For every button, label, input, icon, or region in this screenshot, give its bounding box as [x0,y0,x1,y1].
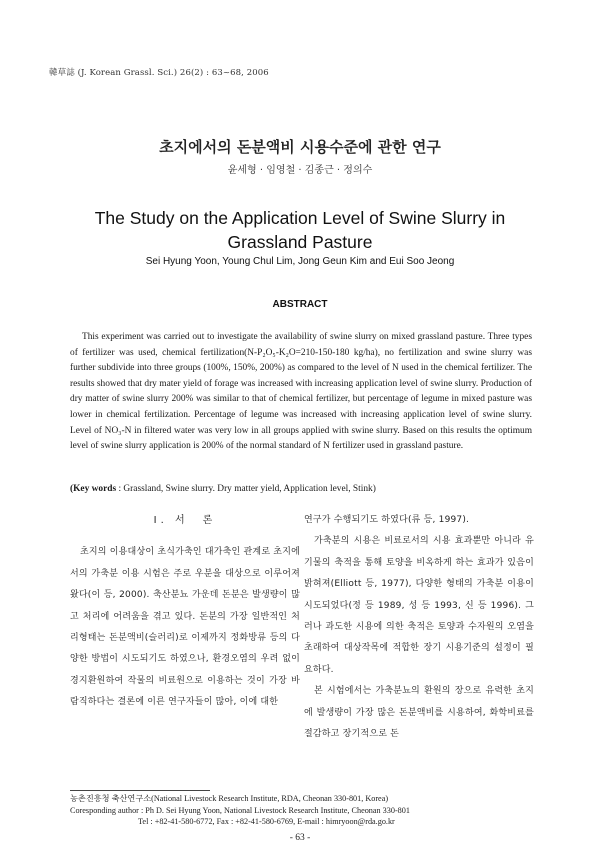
body-column-left [70,510,300,714]
intro-paragraph-right-2: 가축분의 시용은 비료로서의 시용 효과뿐만 아니라 유기물의 축적을 통해 토양을 비옥하게 하는 효과가 있음이 밝혀져(Elliott 등, 1977), 다양한 형태의 가축분 이용이 시도되었다(정 등 1989, 성 등 1993, 신 등 1996). 그러나 과도한 시용에 의한 축적은 토양과 수자원의 오염을 초래하여 대상작목에 적합한 장기 시용기준의 설정이 필요하다. [304,536,534,675]
page-number: - 63 - [289,833,311,843]
english-title-line2: Grassland Pasture [227,232,373,252]
english-authors: Sei Hyung Yoon, Young Chul Lim, Jong Geun Kim and Eui Soo Jeong [145,256,455,267]
korean-title: 초지에서의 돈분액비 시용수준에 관한 연구 [159,138,441,156]
footnote-corresponding-author: Coresponding author : Ph D. Sei Hyung Yoon, National Livestock Research Institute, Cheonan 330-801 [70,805,410,815]
intro-paragraph-right-1: 연구가 수행되기도 하였다(류 등, 1997). [304,515,470,525]
body-column-right [304,510,534,745]
abstract-heading: ABSTRACT [272,299,328,310]
footnote [70,793,540,828]
footnote-contact: Tel : +82-41-580-6772, Fax : +82-41-580-6769, E-mail : himryoon@rda.go.kr [138,817,395,827]
korean-authors: 윤세형 · 임영철 · 김종근 · 정의수 [227,165,373,176]
footnote-affiliation: 농촌진흥청 축산연구소(National Livestock Research Institute, RDA, Cheonan 330-801, Korea) [70,794,389,803]
abstract-text: This experiment was carried out to investigate the availability of swine slurry on mixed grassland pasture. Three types of fertilizer was used, chemical fertilization(N-P₂O₅-K₂O=210-150-180 kg/ha), no fertilization and swine slurry was further subdivide into three groups (100%, 150%, 200%) as compared to the level of N used in the chemical fertilizer. The results showed that dry mater yield of forage was increased with increasing application level of swine slurry. Production of dry matter of swine slurry 200% was similar to that of chemical fertilizer, but percentage of legume in mixed pasture was lower in chemical fertilization. Percentage of legume was increased with increasing application level of swine slurry. Level of NO₃-N in filtered water was very low in all groups applied with swine slurry. Based on this results the optimum level of swine slurry application is 200% of the normal standard of N fertilizer used in grassland pasture. [70,332,532,452]
intro-paragraph-right-3: 본 시험에서는 가축분뇨의 환원의 장으로 유력한 초지에 발생량이 가장 많은 돈분액비를 시용하여, 화학비료를 절감하고 장기적으로 돈 [304,686,534,740]
journal-citation: 韓草誌 (J. Korean Grassl. Sci.) 26(2) : 63~68, 2006 [49,68,269,78]
footnote-divider [70,790,210,791]
keywords-text: : Grassland, Swine slurry. Dry matter yield, Application level, Stink) [118,484,376,494]
section-heading-introduction: Ⅰ. 서 론 [153,515,217,526]
keywords-label: (Key words [70,484,117,494]
keywords [70,484,532,494]
intro-paragraph-left: 초지의 이용대상이 초식가축인 대가축인 관계로 초지에서의 가축분 이용 시험은 주로 우분을 대상으로 이루어져 왔다(이 등, 2000). 축산분뇨 가운데 돈분은 발생량이 많고 처리에 어려움을 겪고 있다. 돈분의 가장 일반적인 처리형태는 돈분액비(슬러리)로 이제까지 정화방류 등의 다양한 방법이 시도되기도 하였으나, 환경오염의 우려 없이 경지환원하여 작물의 비료원으로 이용하는 것이 가장 바람직하다는 결론에 이른 연구자들이 많아, 이에 대한 [70,547,300,708]
english-title [60,206,540,254]
english-title-line1: The Study on the Application Level of Swine Slurry in [94,208,506,228]
